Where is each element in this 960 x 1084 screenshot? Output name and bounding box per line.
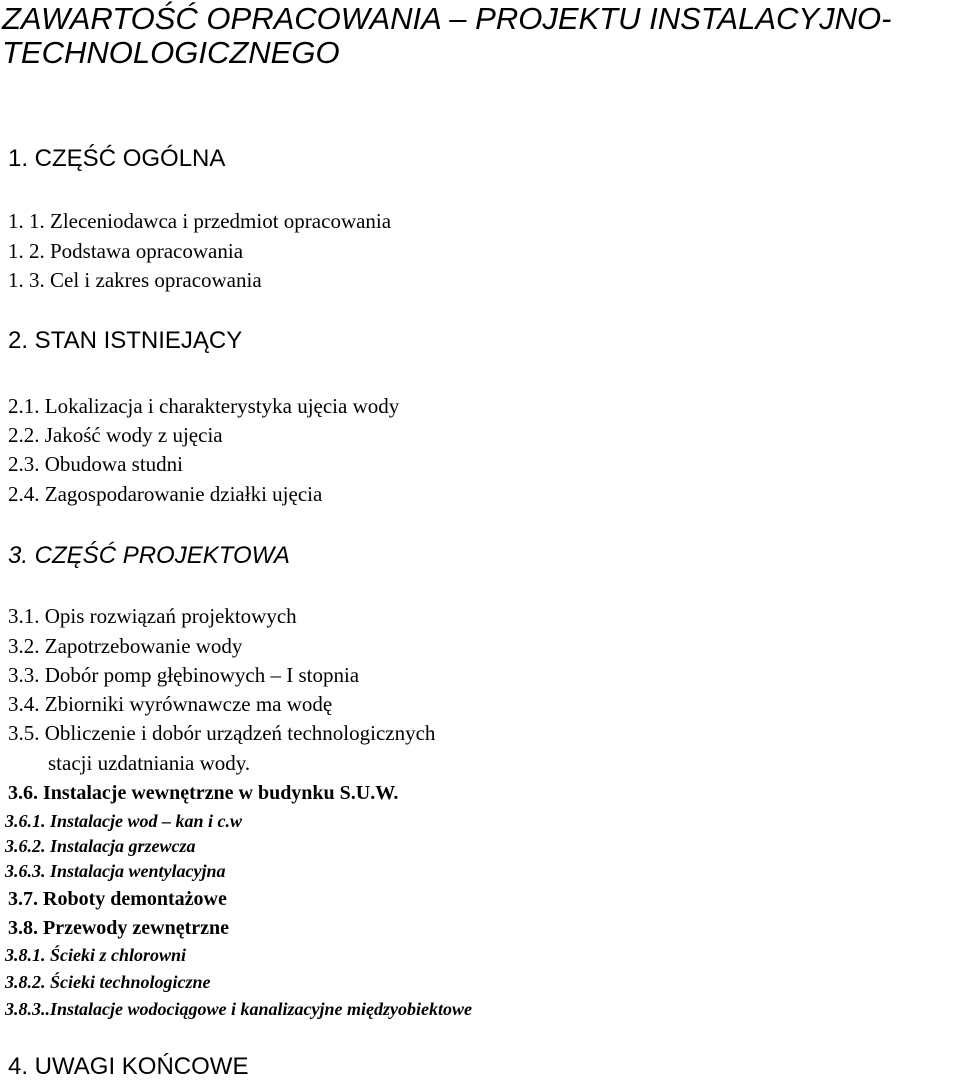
section-1-heading: 1. CZĘŚĆ OGÓLNA <box>8 145 226 172</box>
toc-item: 1. 2. Podstawa opracowania <box>8 239 244 263</box>
document-title-line-1: ZAWARTOŚĆ OPRACOWANIA – PROJEKTU INSTALACYJNO- <box>2 1 892 36</box>
toc-subitem: 3.6.1. Instalacje wod – kan i c.w <box>5 811 243 831</box>
toc-item: 2.4. Zagospodarowanie działki ujęcia <box>8 482 323 506</box>
toc-item-continuation: stacji uzdatniania wody. <box>48 751 251 775</box>
toc-item: 1. 1. Zleceniodawca i przedmiot opracowania <box>8 209 392 233</box>
toc-item: 3.1. Opis rozwiązań projektowych <box>8 604 297 628</box>
toc-subitem: 3.8.2. Ścieki technologiczne <box>5 972 211 992</box>
section-4-heading: 4. UWAGI KOŃCOWE <box>8 1053 249 1080</box>
toc-subitem: 3.6.3. Instalacja wentylacyjna <box>5 861 226 881</box>
toc-item: 3.5. Obliczenie i dobór urządzeń technologicznych <box>8 721 436 745</box>
toc-subitem: 3.8.1. Ścieki z chlorowni <box>5 945 187 965</box>
toc-item: 2.3. Obudowa studni <box>8 452 183 476</box>
toc-item: 3.2. Zapotrzebowanie wody <box>8 634 243 658</box>
toc-subitem: 3.6.2. Instalacja grzewcza <box>5 836 196 856</box>
toc-item: 3.6. Instalacje wewnętrzne w budynku S.U.W. <box>8 782 399 804</box>
toc-item: 2.2. Jakość wody z ujęcia <box>8 423 223 447</box>
toc-item: 1. 3. Cel i zakres opracowania <box>8 268 262 292</box>
section-2-heading: 2. STAN ISTNIEJĄCY <box>8 327 243 354</box>
toc-item: 2.1. Lokalizacja i charakterystyka ujęcia wody <box>8 394 400 418</box>
toc-subitem: 3.8.3..Instalacje wodociągowe i kanalizacyjne międzyobiektowe <box>5 999 472 1019</box>
toc-item: 3.4. Zbiorniki wyrównawcze ma wodę <box>8 692 333 716</box>
section-3-heading: 3. CZĘŚĆ PROJEKTOWA <box>8 542 290 569</box>
document-title-line-2: TECHNOLOGICZNEGO <box>2 35 340 70</box>
toc-item: 3.3. Dobór pomp głębinowych – I stopnia <box>8 663 360 687</box>
toc-item: 3.8. Przewody zewnętrzne <box>8 917 230 939</box>
toc-item: 3.7. Roboty demontażowe <box>8 888 227 910</box>
